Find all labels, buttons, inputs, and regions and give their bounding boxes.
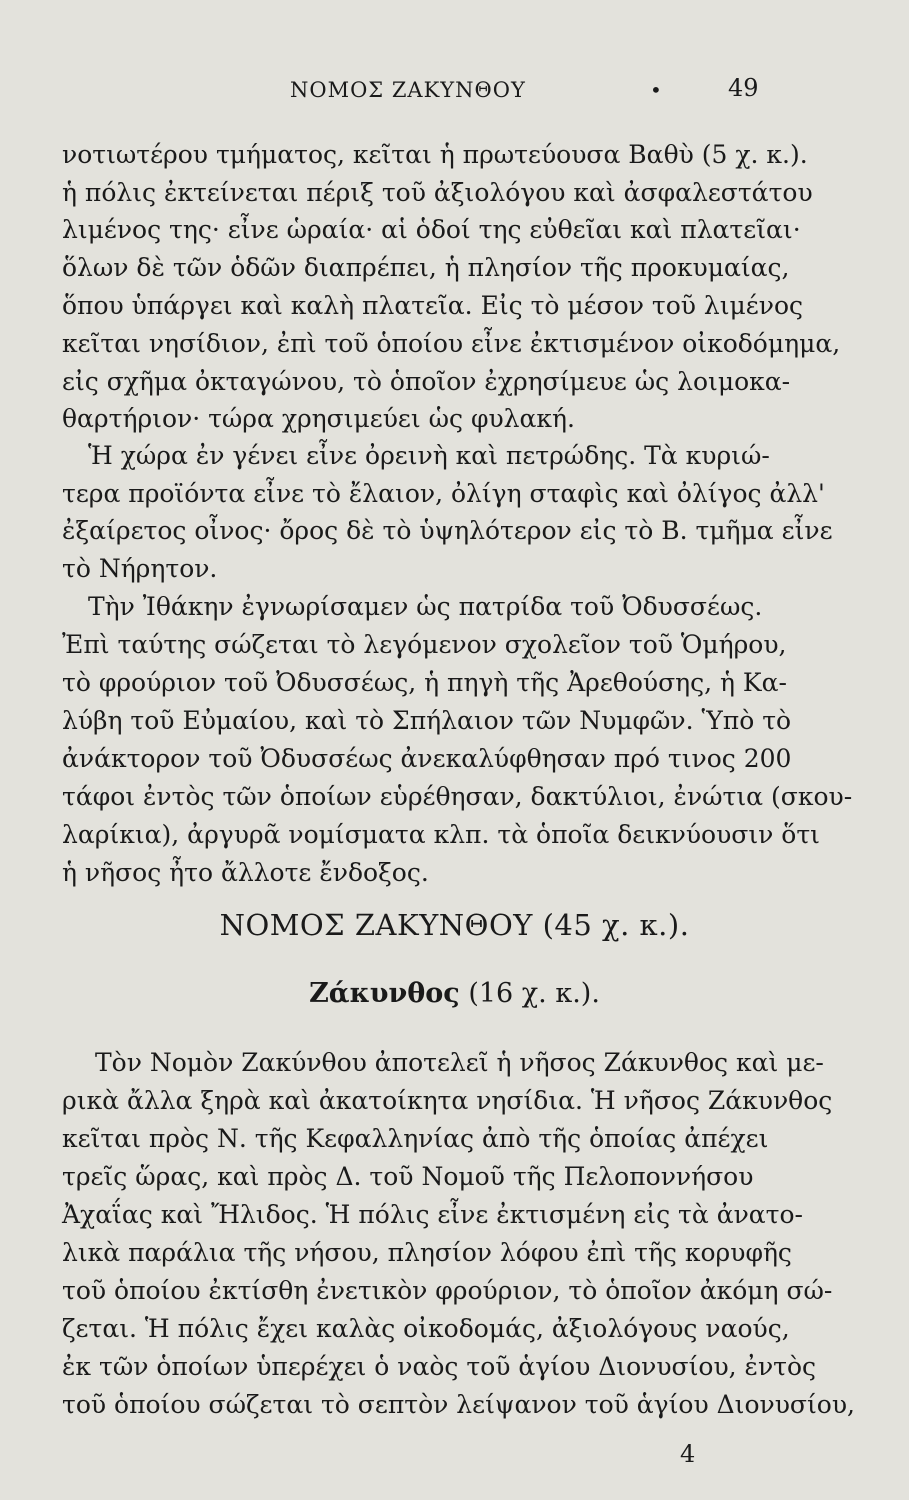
text-line: τοῦ ὁποίου ἐκτίσθη ἐνετικὸν φρούριον, τὸ ὁποῖον ἀκόμη σώ-	[62, 1276, 833, 1305]
text-line: λύβη τοῦ Εὐμαίου, καὶ τὸ Σπήλαιον τῶν Νυμφῶν. Ὑπὸ τὸ	[62, 706, 792, 735]
subsection-name: Ζάκυνθος	[309, 978, 460, 1009]
text-line: ἀνάκτορον τοῦ Ὀδυσσέως ἀνεκαλύφθησαν πρό τινος 200	[62, 744, 792, 773]
signature-mark: 4	[680, 1440, 696, 1468]
text-line: ζεται. Ἡ πόλις ἔχει καλὰς οἰκοδομάς, ἀξιολόγους ναούς,	[62, 1314, 790, 1343]
text-line: Τὴν Ἰθάκην ἐγνωρίσαμεν ὡς πατρίδα τοῦ Ὀδυσσέως.	[88, 592, 763, 621]
text-line: λικὰ παράλια τῆς νήσου, πλησίον λόφου ἐπὶ τῆς κορυφῆς	[62, 1238, 792, 1267]
text-line: Ἐπὶ ταύτης σώζεται τὸ λεγόμενον σχολεῖον τοῦ Ὁμήρου,	[62, 630, 787, 659]
page-header	[0, 74, 909, 108]
text-line: ἡ νῆσος ἦτο ἄλλοτε ἔνδοξος.	[62, 858, 429, 887]
text-line: κεῖται πρὸς Ν. τῆς Κεφαλληνίας ἀπὸ τῆς ὁποίας ἀπέχει	[62, 1124, 769, 1153]
text-line: ἡ πόλις ἐκτείνεται πέριξ τοῦ ἀξιολόγου καὶ ἀσφαλεστάτου	[62, 178, 813, 207]
running-head: ΝΟΜΟΣ ΖΑΚΥΝΘΟΥ	[290, 78, 526, 102]
text-line: ἐξαίρετος οἶνος· ὄρος δὲ τὸ ὑψηλότερον εἰς τὸ Β. τμῆμα εἶνε	[62, 516, 833, 545]
text-line: τοῦ ὁποίου σώζεται τὸ σεπτὸν λείψανον τοῦ ἁγίου Διονυσίου,	[62, 1390, 855, 1419]
text-line: θαρτήριον· τώρα χρησιμεύει ὡς φυλακή.	[62, 404, 575, 433]
text-line: λιμένος της· εἶνε ὡραία· αἱ ὁδοί της εὐθεῖαι καὶ πλατεῖαι·	[62, 215, 801, 244]
text-line: ὅλων δὲ τῶν ὁδῶν διαπρέπει, ἡ πλησίον τῆς προκυμαίας,	[62, 253, 790, 282]
text-line: ἐκ τῶν ὁποίων ὑπερέχει ὁ ναὸς τοῦ ἁγίου Διονυσίου, ἐντὸς	[62, 1352, 817, 1381]
text-line: Ἡ χώρα ἐν γένει εἶνε ὀρεινὴ καὶ πετρώδης. Τὰ κυριώ-	[88, 441, 770, 470]
text-line: τὸ φρούριον τοῦ Ὀδυσσέως, ἡ πηγὴ τῆς Ἀρεθούσης, ἡ Κα-	[62, 668, 787, 697]
text-line: ὅπου ὑπάργει καὶ καλὴ πλατεῖα. Εἰς τὸ μέσον τοῦ λιμένος	[62, 291, 803, 320]
text-line: Τὸν Νομὸν Ζακύνθου ἀποτελεῖ ἡ νῆσος Ζάκυνθος καὶ με-	[95, 1048, 824, 1077]
text-line: τρεῖς ὥρας, καὶ πρὸς Δ. τοῦ Νομοῦ τῆς Πελοποννήσου	[62, 1162, 754, 1191]
text-line: κεῖται νησίδιον, ἐπὶ τοῦ ὁποίου εἶνε ἐκτισμένον οἰκοδόμημα,	[62, 329, 841, 358]
text-line: ρικὰ ἄλλα ξηρὰ καὶ ἀκατοίκητα νησίδια. Ἡ νῆσος Ζάκυνθος	[62, 1086, 833, 1115]
print-mark: •	[650, 78, 662, 102]
text-line: τερα προϊόντα εἶνε τὸ ἔλαιον, ὀλίγη σταφὶς καὶ ὀλίγος ἀλλ'	[62, 479, 825, 508]
text-line: νοτιωτέρου τμήματος, κεῖται ἡ πρωτεύουσα Βαθὺ (5 χ. κ.).	[62, 140, 808, 169]
text-line: εἰς σχῆμα ὀκταγώνου, τὸ ὁποῖον ἐχρησίμευε ὡς λοιμοκα-	[62, 367, 791, 396]
section-title: ΝΟΜΟΣ ΖΑΚΥΝΘΟΥ (45 χ. κ.).	[219, 908, 690, 942]
subsection-area: (16 χ. κ.).	[468, 978, 600, 1009]
text-line: τὸ Νήρητον.	[62, 554, 218, 583]
text-line: τάφοι ἐντὸς τῶν ὁποίων εὑρέθησαν, δακτύλιοι, ἐνώτια (σκου-	[62, 782, 853, 811]
text-line: λαρίκια), ἀργυρᾶ νομίσματα κλπ. τὰ ὁποῖα δεικνύουσιν ὅτι	[62, 820, 820, 849]
subsection-title	[0, 978, 909, 1009]
page-number: 49	[728, 74, 759, 102]
text-line: Ἀχαΐας καὶ Ἤλιδος. Ἡ πόλις εἶνε ἐκτισμένη εἰς τὰ ἀνατο-	[62, 1200, 803, 1229]
